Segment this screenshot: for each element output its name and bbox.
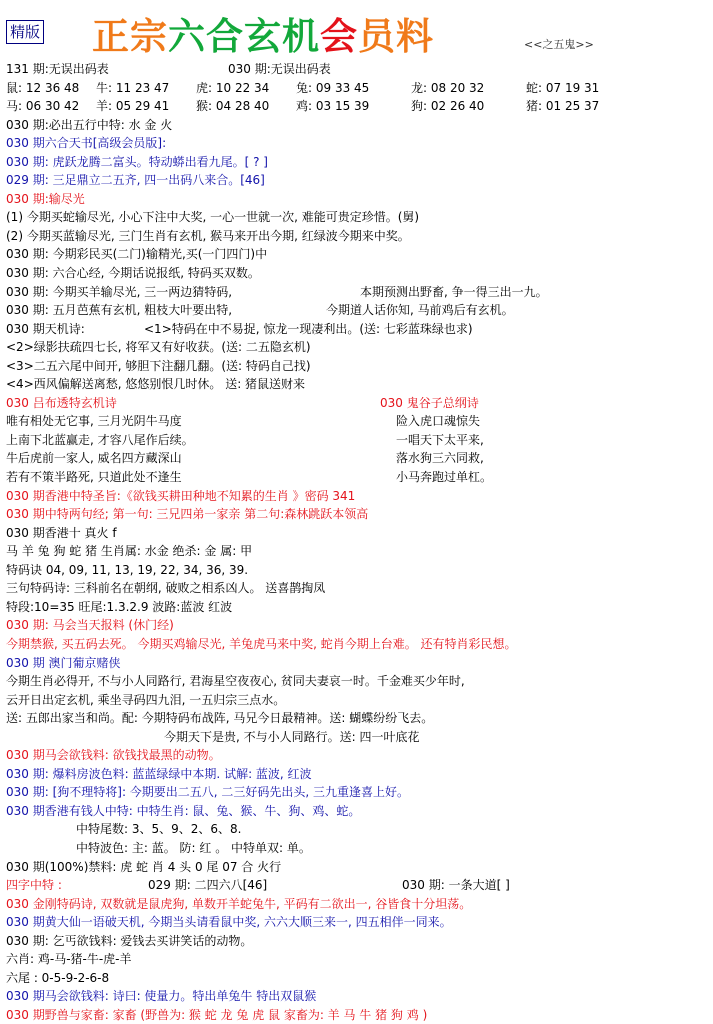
text-line: [6, 746, 706, 765]
text-segment: 030 期: 今期彩民买(二门)输精光,买(一门四门)中: [6, 247, 268, 262]
text-line: [6, 449, 706, 468]
text-segment: 中特波色: 主: 蓝。 防: 红 。 中特单双: 单。: [76, 840, 311, 855]
title-char: 宗: [130, 14, 168, 58]
text-line: [6, 357, 706, 376]
text-segment: 今期道人话你知, 马前鸡后有玄机。: [326, 303, 514, 318]
text-segment: (1) 今期买蛇输尽光, 小心下注中大奖, 一心一世就一次, 难能可贵定珍惜。(舅): [6, 210, 420, 225]
text-segment: 029 期:: [6, 173, 53, 188]
text-line: [6, 542, 706, 561]
text-segment: 今期禁猴, 买五码去死。 今期买鸡输尽光, 羊兔虎马来中奖, 蛇肖今期上台难。 还有特肖彩民想。: [6, 636, 517, 651]
text-line: [6, 524, 706, 543]
text-segment: 若有不策半路死, 只道此处不逢生: [6, 470, 182, 485]
text-segment: 030 鬼谷子总纲诗: [380, 395, 479, 410]
text-line: [6, 654, 706, 673]
text-segment: 今期天下是贵, 不与小人同路行。送: 四一叶底花: [164, 729, 420, 744]
title-char: 机: [282, 14, 320, 58]
text-segment: 030 期: 今期买羊输尽光, 三一两边猜特码,: [6, 284, 233, 299]
text-segment: <3>二五六尾中间开, 够胆下注翻几翻。(送: 特码自己找): [6, 358, 311, 373]
text-segment: 四字中特 :: [6, 878, 62, 893]
text-segment: 030 期野兽与家畜: 家畜 (野兽为: 猴 蛇 龙 兔 虎 鼠 家畜为: 羊 马 牛 猪 狗 鸡 ): [6, 1007, 428, 1022]
text-segment: 上南下北蓝赢走, 才容八尾作后续。: [6, 432, 194, 447]
text-segment: <4>西风偏解送离愁, 悠悠别恨几时休。 送: 猪鼠送财来: [6, 377, 306, 392]
text-segment: 马: 06 30 42: [6, 99, 80, 114]
text-line: [6, 820, 706, 839]
text-line: [6, 932, 706, 951]
text-line: [6, 97, 706, 116]
text-segment: 030 期: 六合心经, 今期话说报纸, 特码买双数。: [6, 266, 260, 281]
title-char: 料: [396, 14, 434, 58]
text-segment: 猪: 01 25 37: [526, 99, 600, 114]
text-segment: 猴: 04 28 40: [196, 99, 270, 114]
text-segment: 六肖: 鸡-马-猪-牛-虎-羊: [6, 952, 132, 967]
text-segment: 030 期:输尽光: [6, 191, 85, 206]
text-segment: 六尾 : 0-5-9-2-6-8: [6, 970, 110, 985]
text-segment: 本期预测出野畜, 争一得三出一九。: [360, 284, 548, 299]
text-segment: 030 期马会欲钱料: 诗曰: 使量力。特出单兔牛 特出双鼠猴: [6, 989, 317, 1004]
text-line: [6, 802, 706, 821]
text-segment: 030 期香港十 真火 f: [6, 525, 117, 540]
text-line: [6, 431, 706, 450]
text-line: [6, 895, 706, 914]
text-segment: 030 期 澳门葡京赌侠: [6, 655, 121, 670]
edition-badge: 精版: [6, 20, 44, 44]
text-segment: 029 期: 二四六八[46]: [148, 878, 268, 893]
text-segment: 牛后虎前一家人, 威名四方藏深山: [6, 451, 182, 466]
page-title: [92, 6, 434, 60]
text-segment: 030 吕布透特玄机诗: [6, 395, 117, 410]
title-char: 玄: [244, 14, 282, 58]
text-line: [6, 561, 706, 580]
text-line: [6, 950, 706, 969]
text-segment: 030 期中特两句经; 第一句: 三兄四弟一家亲 第二句:森林跳跃本领高: [6, 507, 369, 522]
text-line: [6, 320, 706, 339]
text-segment: 唯有相处无它事, 三月光阴牛马度: [6, 414, 182, 429]
text-segment: <1>特码在中不易捉, 惊龙一现凄利出。(送: 七彩蓝珠绿也求): [144, 321, 473, 336]
text-segment: 030 期: 马会当天报料 (休门经): [6, 618, 174, 633]
text-line: [6, 190, 706, 209]
text-segment: 狗: 02 26 40: [411, 99, 485, 114]
text-line: [6, 765, 706, 784]
text-segment: 云开日出定玄机, 乘坐寻码四九泪, 一五归宗三点水。: [6, 692, 286, 707]
text-line: [6, 616, 706, 635]
text-line: [6, 153, 706, 172]
text-segment: 030 期: [狗不理特将]: 今期要出二五八, 二三好码先出头, 三九重逢喜上好。: [6, 785, 410, 800]
text-segment: 三句特码诗: 三科前名在朝纲, 破败之相系凶人。 送喜鹊掏凤: [6, 581, 326, 596]
text-segment: 险入虎口魂惊失: [396, 414, 481, 429]
text-line: [6, 858, 706, 877]
text-line: [6, 691, 706, 710]
header: [0, 0, 713, 60]
text-line: [6, 134, 706, 153]
text-line: [6, 635, 706, 654]
text-segment: 030 期黄大仙一语破天机, 今期当头请看鼠中奖, 六六大顺三来一, 四五相伴一同来。: [6, 915, 452, 930]
text-line: [6, 709, 706, 728]
text-line: [6, 598, 706, 617]
text-line: [6, 264, 706, 283]
text-line: [6, 505, 706, 524]
text-line: [6, 208, 706, 227]
text-segment: 一唱天下太平来,: [396, 432, 484, 447]
text-segment: 落水狗三六同救,: [396, 451, 484, 466]
text-line: [6, 245, 706, 264]
text-segment: 030 期: 五月芭蕉有玄机, 粗枝大叶要出特,: [6, 303, 233, 318]
text-line: [6, 338, 706, 357]
text-segment: 龙: 08 20 32: [411, 80, 485, 95]
text-line: [6, 839, 706, 858]
text-line: [6, 728, 706, 747]
forecast-content: [6, 60, 706, 1024]
text-segment: 羊: 05 29 41: [96, 99, 170, 114]
text-segment: 鸡: 03 15 39: [296, 99, 370, 114]
text-line: [6, 969, 706, 988]
text-segment: 030 期香港有钱人中特: 中特生肖: 鼠、兔、猴、牛、狗、鸡、蛇。: [6, 803, 361, 818]
text-line: [6, 412, 706, 431]
title-char: 六: [168, 14, 206, 58]
text-line: [6, 487, 706, 506]
title-char: 正: [92, 14, 130, 58]
text-segment: 三足鼎立二五齐, 四一出码八来合。[46]: [52, 173, 265, 188]
title-char: 合: [206, 14, 244, 58]
text-line: [6, 301, 706, 320]
text-segment: 030 期六合天书[高级会员版]:: [6, 136, 167, 151]
text-line: [6, 987, 706, 1006]
title-char: 会: [320, 14, 358, 58]
text-segment: 030 期香港中特圣旨:《欲钱买耕田种地不知累的生肖 》密码 341: [6, 488, 356, 503]
title-char: 员: [358, 14, 396, 58]
text-line: [6, 913, 706, 932]
text-segment: 虎跃龙腾二富头。特动蟒出看九尾。[ ? ]: [52, 154, 268, 169]
text-segment: 030 期:无误出码表: [228, 62, 331, 76]
text-segment: 030 期:必出五行中特: 水 金 火: [6, 117, 173, 132]
text-line: [6, 672, 706, 691]
text-line: [6, 375, 706, 394]
text-line: [6, 876, 706, 895]
text-line: [6, 579, 706, 598]
text-segment: 030 期天机诗:: [6, 321, 85, 336]
text-line: [6, 1006, 706, 1024]
text-segment: 030 期: 爆料房波色料: 蓝蓝绿绿中本期. 试解: 蓝波, 红波: [6, 766, 312, 781]
text-segment: 030 金刚特码诗, 双数就是鼠虎狗, 单数开羊蛇兔牛, 平码有二欲出一, 谷皆食十分坦荡。: [6, 896, 472, 911]
text-segment: 030 期(100%)禁料: 虎 蛇 肖 4 头 0 尾 07 合 火行: [6, 859, 282, 874]
text-segment: <2>绿影扶疏四七长, 将军又有好收获。(送: 二五隐玄机): [6, 340, 311, 355]
text-segment: 蛇: 07 19 31: [526, 80, 600, 95]
text-line: [6, 171, 706, 190]
text-segment: 鼠: 12 36 48: [6, 80, 80, 95]
text-line: [6, 79, 706, 98]
text-line: [6, 394, 706, 413]
text-segment: 特码诀 04, 09, 11, 13, 19, 22, 34, 36, 39.: [6, 562, 249, 577]
text-segment: 马 羊 兔 狗 蛇 猪 生肖属: 水金 绝杀: 金 属: 甲: [6, 544, 253, 559]
subtitle: <<之五鬼>>: [524, 38, 594, 51]
text-segment: 小马奔跑过单杠。: [396, 470, 493, 485]
text-segment: 牛: 11 23 47: [96, 80, 170, 95]
text-line: [6, 116, 706, 135]
text-line: [6, 468, 706, 487]
text-line: [6, 60, 706, 79]
text-line: [6, 283, 706, 302]
text-segment: 兔: 09 33 45: [296, 80, 370, 95]
text-segment: 131 期:无误出码表: [6, 62, 109, 76]
text-segment: 今期生肖必得开, 不与小人同路行, 君海星空夜夜心, 贫同夫妻哀一时。千金难买少年时,: [6, 674, 465, 689]
text-segment: (2) 今期买蓝输尽光, 三门生肖有玄机, 猴马来开出今期, 红绿波今期来中奖。: [6, 228, 410, 243]
text-segment: 虎: 10 22 34: [196, 80, 270, 95]
text-segment: 送: 五郎出家当和尚。配: 今期特码布战阵, 马兄今日最精神。送: 蝴蝶纷纷飞去。: [6, 711, 434, 726]
text-segment: 030 期: 一条大道[ ]: [402, 878, 510, 893]
text-segment: 030 期马会欲钱料: 欲钱找最黑的动物。: [6, 748, 221, 763]
text-segment: 030 期:: [6, 154, 53, 169]
text-segment: 中特尾数: 3、5、9、2、6、8.: [76, 822, 242, 837]
text-line: [6, 783, 706, 802]
text-line: [6, 227, 706, 246]
text-segment: 特段:10=35 旺尾:1.3.2.9 波路:蓝波 红波: [6, 599, 233, 614]
text-segment: 030 期: 乞丐欲钱料: 爱钱去买讲笑话的动物。: [6, 933, 253, 948]
